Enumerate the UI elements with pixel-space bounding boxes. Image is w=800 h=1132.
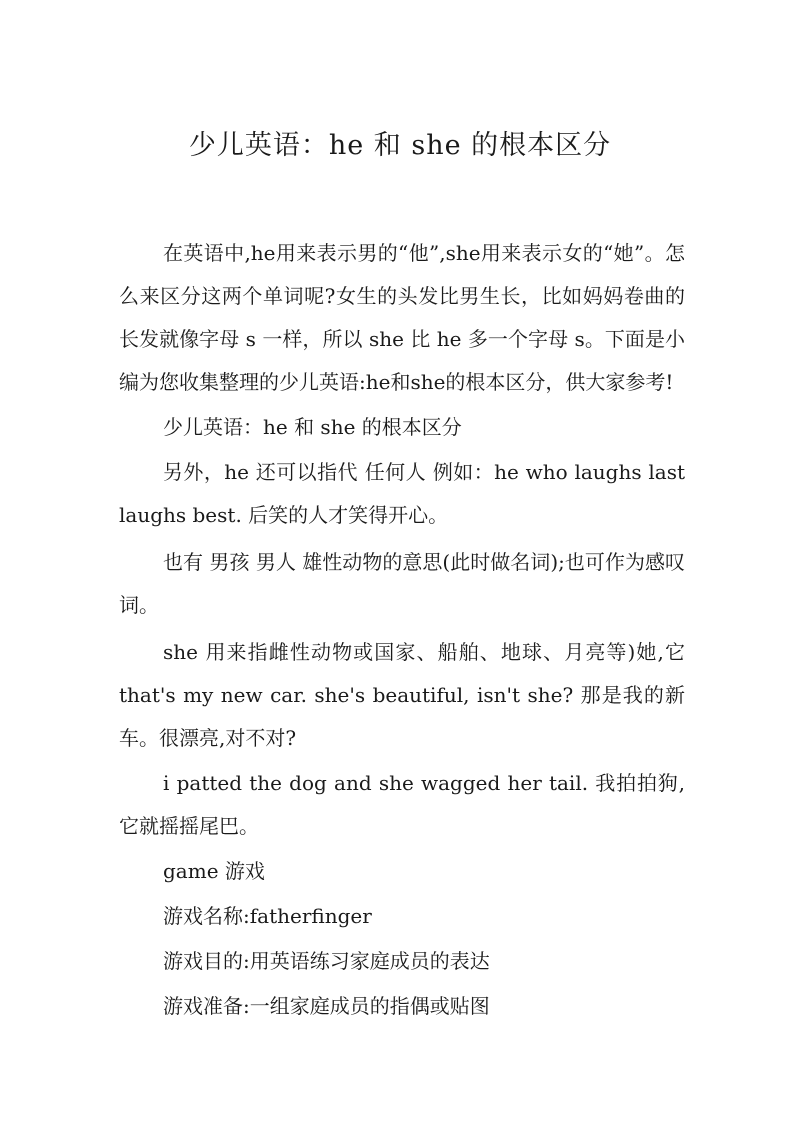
paragraph-he-usage: 另外，he 还可以指代 任何人 例如：he who laughs last laughs best. 后笑的人才笑得开心。 xyxy=(119,460,685,527)
paragraph-game: game 游戏 xyxy=(163,859,265,883)
intro-paragraph: 在英语中,he用来表示男的“他”,she用来表示女的“她”。怎么来区分这两个单词呢?女生的头发比男生长，比如妈妈卷曲的长发就像字母 s 一样，所以 she 比 he 多一个字母 s。下面是小编为您收集整理的少儿英语:he和she的根本区分，供大家参考! xyxy=(119,241,685,394)
paragraph-she-usage: she 用来指雌性动物或国家、船舶、地球、月亮等)她,它 that's my new car. she's beautiful, isn't she? 那是我的新车。很漂亮,对不对? xyxy=(119,640,685,750)
paragraph-game-prep: 游戏准备:一组家庭成员的指偶或贴图 xyxy=(163,994,490,1018)
paragraph-noun-usage: 也有 男孩 男人 雄性动物的意思(此时做名词);也可作为感叹词。 xyxy=(119,550,685,617)
paragraph-game-goal: 游戏目的:用英语练习家庭成员的表达 xyxy=(163,949,490,973)
paragraph-dog-example: i patted the dog and she wagged her tail. 我拍拍狗,它就摇摇尾巴。 xyxy=(119,771,685,838)
section-heading: 少儿英语：he 和 she 的根本区分 xyxy=(163,415,462,439)
page-title: 少儿英语：he 和 she 的根本区分 xyxy=(188,130,612,161)
paragraph-game-name: 游戏名称:fatherfinger xyxy=(163,904,372,928)
document-body xyxy=(119,232,685,1028)
